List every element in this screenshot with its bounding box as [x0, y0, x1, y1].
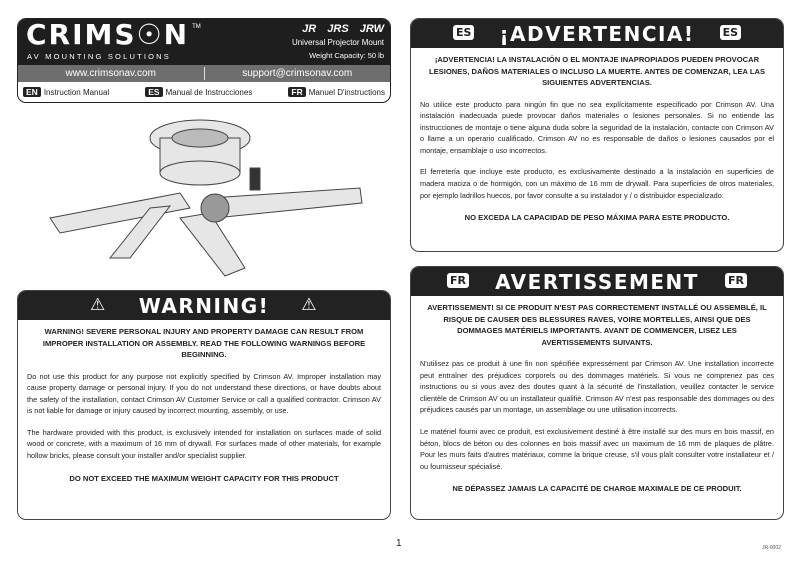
- warning-lead: WARNING! SEVERE PERSONAL INJURY AND PROPERTY DAMAGE CAN RESULT FROM IMPROPER INSTALLATION OR ASSEMBLY. READ THE FOLLOWING WARNINGS BEFORE BEGINNING.: [42, 327, 366, 359]
- warning-banner: [18, 291, 390, 320]
- crimson-logo: CRIMS☉N: [26, 18, 190, 51]
- projector-mount-illustration: [40, 108, 380, 288]
- weight-warning: DO NOT EXCEED THE MAXIMUM WEIGHT CAPACITY FOR THIS PRODUCT: [69, 473, 339, 483]
- warning-section-en: [17, 290, 391, 520]
- warning-title: ¡ADVERTENCIA!: [499, 21, 695, 46]
- warning-paragraph: N'utilisez pas ce produit à une fin non spécifiée expressément par Crimson AV. Une installation incorrecte peut entraîner des préjudices corporels ou des dommages matériels. Si vous ne comprenez pas ces instructions ou si vous avez des doutes quant à la sécurité de l'installation, veuillez contacter le service clientèle de Crimson AV ou un installateur qualifié. Crimson AV n'est pas responsable des dommages ou des préjudices causés par un montage, un assemblage ou une utilisation incorrects.: [420, 359, 774, 415]
- page-number: 1: [396, 538, 402, 549]
- warning-paragraph: The hardware provided with this product, is exclusively intended for installation on surfaces made of solid wood or concrete, with a maximum of 16 mm of drywall. For surfaces made of other materials, for example hollow bricks, please consult your installer and/or specialist supplier.: [27, 427, 381, 461]
- model-numbers: JR JRS JRW: [302, 23, 384, 35]
- weight-capacity: Weight Capacity: 50 lb: [309, 51, 384, 60]
- warning-paragraph: Le matériel fourni avec ce produit, est exclusivement destiné à être installé sur des murs en bois massif, en béton, blocs de béton ou des colonnes en bois massif avec un maximum de 16 mm de plaques de plâtre. Pour les murs faits d'autres matériaux, comme la brique creuse, s'il vous plaît consulter votre installateur et / ou fournisseur spécialisé.: [420, 426, 774, 471]
- warning-banner: [411, 267, 783, 296]
- warning-title: WARNING!: [138, 293, 270, 318]
- logo-tagline: AV MOUNTING SOLUTIONS: [27, 52, 171, 61]
- lang-label: Manual de Instrucciones: [165, 88, 253, 97]
- warning-paragraph: Do not use this product for any purpose not explicitly specified by Crimson AV. Improper installation may cause property damage or personal injury. If you do not understand these directions, or have doubts about the safety of the installation, contact Crimson AV Customer Service or call a qualified contractor. Crimson AV is not liable for damage or injury caused by incorrect mounting, assembly, or use.: [27, 371, 381, 416]
- es-flag-icon: ES: [720, 25, 741, 40]
- header-top: [18, 19, 390, 65]
- weight-warning: NO EXCEDA LA CAPACIDAD DE PESO MÁXIMA PARA ESTE PRODUCTO.: [464, 213, 730, 223]
- warning-banner: [411, 19, 783, 48]
- warning-icon: ⚠: [90, 295, 107, 315]
- brand-header: [17, 18, 391, 103]
- warning-section-fr: [410, 266, 784, 520]
- warning-section-es: [410, 18, 784, 252]
- contact-bar: [18, 65, 390, 82]
- lang-label: Instruction Manual: [43, 88, 110, 97]
- lang-label: Manuel D'instructions: [308, 88, 385, 97]
- fr-flag-icon: FR: [447, 273, 469, 288]
- weight-warning: NE DÉPASSEZ JAMAIS LA CAPACITÉ DE CHARGE MAXIMALE DE CE PRODUIT.: [452, 484, 742, 494]
- language-list: [18, 82, 390, 102]
- language-en: [23, 87, 109, 97]
- warning-lead: AVERTISSEMENT! SI CE PRODUIT N'EST PAS CORRECTEMENT INSTALLÉ OU ASSEMBLÉ, IL RISQUE DE CAUSER DES BLESSURES RAVES, VOIRE MORTELLES, AINSI QUE DES DOMMAGES MATÉRIELS IMPORTANTS. AVANT DE COMMENCER, LISEZ LES AVERTISSEMENTS SUIVANTS.: [427, 303, 767, 347]
- lang-code: ES: [145, 87, 162, 97]
- es-flag-icon: ES: [453, 25, 474, 40]
- document-code: JR-0002: [762, 545, 781, 551]
- lang-code: FR: [288, 87, 305, 97]
- product-name: Universal Projector Mount: [291, 38, 384, 47]
- warning-paragraph: No utilice este producto para ningún fin que no sea explícitamente especificado por Crimson AV. Una instalación inadecuada puede provocar daños materiales o lesiones personales. Si no entiende las instrucciones de montaje o tiene alguna duda sobre la seguridad de la instalación, contacte con Crimson AV o llame a un operario cualificado. Crimson AV no es responsable de daños o lesiones causados por el montaje, ensamblaje o uso incorrectos.: [420, 99, 774, 155]
- language-fr: [288, 87, 385, 97]
- language-es: [145, 87, 252, 97]
- lang-code: EN: [23, 87, 41, 97]
- website-link[interactable]: www.crimsonav.com: [65, 68, 156, 79]
- logo-group: [26, 18, 201, 51]
- warning-lead: ¡ADVERTENCIA! LA INSTALACIÓN O EL MONTAJE INAPROPIADOS PUEDEN PROVOCAR LESIONES, DAÑOS MATERIALES O INCLUSO LA MUERTE. ANTES DE COMENZAR, LEA LAS SIGUIENTES ADVERTENCIAS.: [428, 55, 766, 87]
- fr-flag-icon: FR: [725, 273, 747, 288]
- email-link[interactable]: support@crimsonav.com: [242, 68, 353, 79]
- warning-icon: ⚠: [301, 295, 318, 315]
- warning-paragraph: El ferretería que incluye este producto, es exclusivamente destinado a la instalación en superficies de madera maciza o de hormigón, con un máximo de 16 mm de drywall. Para superficies de otros materiales, por ejemplo ladrillos huecos, por favor consulte a su instalador y / o distribuidor especializado.: [420, 167, 774, 200]
- warning-title: AVERTISSEMENT: [495, 269, 699, 294]
- trademark: TM: [192, 24, 201, 30]
